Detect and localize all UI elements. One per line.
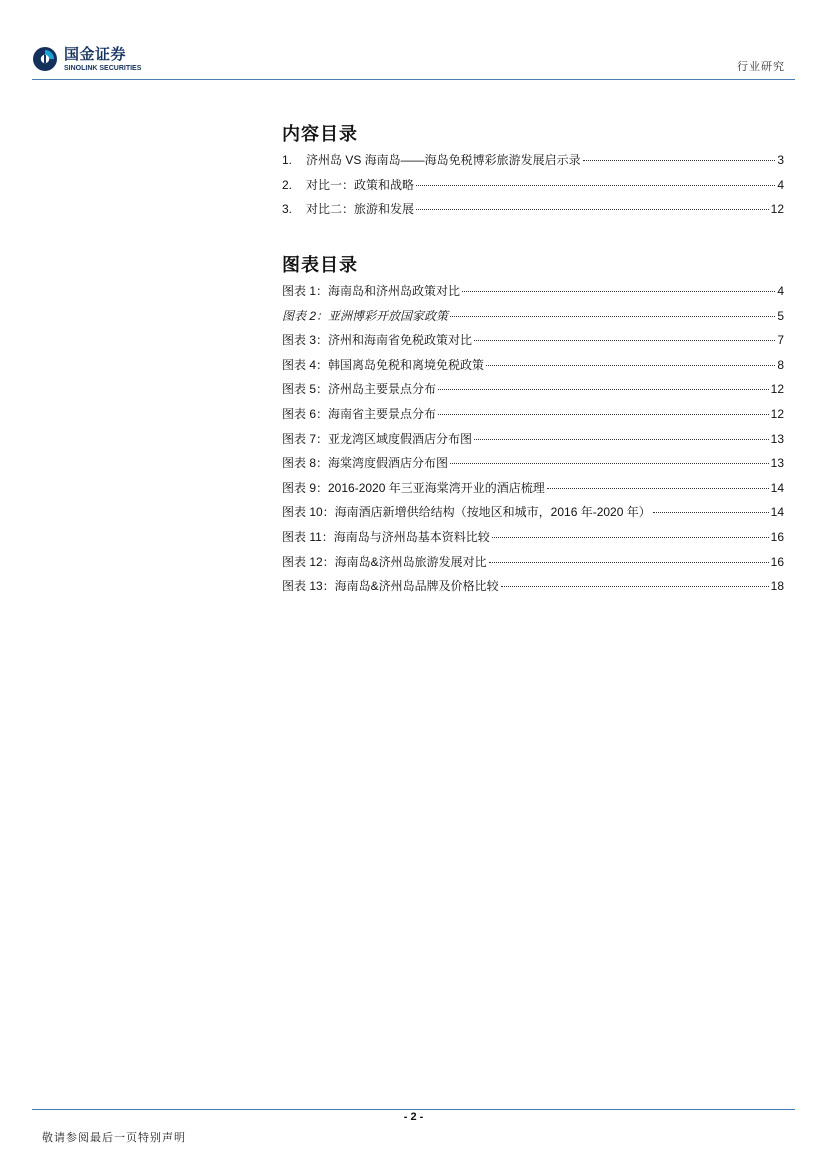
figure-entry-label: 图表 12：海南岛&济州岛旅游发展对比 [282, 554, 487, 569]
figure-entry[interactable] [282, 282, 784, 307]
figure-entry[interactable] [282, 503, 784, 528]
page-ref: 4 [777, 177, 784, 192]
page-ref: 4 [777, 284, 784, 298]
dot-leader [547, 488, 769, 489]
figure-entry[interactable] [282, 577, 784, 602]
page-ref: 13 [770, 431, 784, 446]
page-ref: 14 [770, 480, 784, 495]
page-ref: 3 [777, 153, 784, 167]
figure-entry-label: 图表 3：济州和海南省免税政策对比 [282, 333, 473, 348]
footer-rule [32, 1109, 795, 1110]
figure-entry-label: 图表 6：海南省主要景点分布 [282, 406, 437, 421]
toc-heading: 内容目录 [282, 124, 358, 145]
figure-entry-label: 图表 9：2016-2020 年三亚海棠湾开业的酒店梳理 [282, 480, 545, 495]
figure-entry-label: 图表 8：海棠湾度假酒店分布图 [282, 456, 449, 471]
figure-entry-label: 图表 5：济州岛主要景点分布 [282, 382, 437, 397]
figure-entry-label: 图表 2：亚洲博彩开放国家政策 [282, 308, 449, 323]
dot-leader [492, 537, 769, 538]
figure-entry-label: 图表 1：海南岛和济州岛政策对比 [282, 284, 461, 298]
toc-entry[interactable] [282, 176, 784, 201]
figure-entry[interactable] [282, 307, 784, 332]
dot-leader [474, 340, 775, 341]
figure-entry[interactable] [282, 454, 784, 479]
figure-entry[interactable] [282, 553, 784, 578]
logo-english-name: SINOLINK SECURITIES [64, 65, 142, 72]
page-ref: 18 [770, 579, 784, 594]
dot-leader [486, 365, 775, 366]
logo-chinese-name: 国金证券 [64, 45, 127, 63]
sinolink-logo-icon [32, 46, 58, 72]
disclaimer-text: 敬请参阅最后一页特别声明 [42, 1131, 186, 1144]
figure-list [282, 282, 784, 602]
figure-entry[interactable] [282, 479, 784, 504]
dot-leader [450, 463, 769, 464]
page-ref: 16 [770, 554, 784, 569]
dot-leader [450, 316, 775, 317]
figure-entry[interactable] [282, 331, 784, 356]
toc-entry-label: 对比二：旅游和发展 [306, 202, 415, 217]
page-ref: 7 [777, 333, 784, 348]
dot-leader [416, 185, 775, 186]
toc-entry[interactable] [282, 200, 784, 225]
figure-entry-label: 图表 11：海南岛与济州岛基本资料比较 [282, 529, 490, 544]
dot-leader [474, 439, 769, 440]
figure-entry-label: 图表 4：韩国离岛免税和离境免税政策 [282, 357, 485, 372]
dot-leader [416, 209, 769, 210]
toc-entry[interactable] [282, 151, 784, 176]
figure-entry-label: 图表 7：亚龙湾区域度假酒店分布图 [282, 431, 473, 446]
dot-leader [583, 160, 776, 161]
header-rule [32, 79, 795, 80]
figure-entry[interactable] [282, 430, 784, 455]
page-ref: 12 [770, 202, 784, 217]
dot-leader [653, 512, 769, 513]
page-header [0, 0, 827, 82]
dot-leader [501, 586, 769, 587]
page-ref: 8 [777, 357, 784, 372]
toc-entry-label: 济州岛 VS 海南岛——海岛免税博彩旅游发展启示录 [306, 153, 581, 167]
figure-entry[interactable] [282, 405, 784, 430]
page-ref: 14 [770, 505, 784, 520]
page-ref: 12 [770, 406, 784, 421]
toc-list [282, 151, 784, 225]
dot-leader [462, 291, 775, 292]
figure-entry[interactable] [282, 356, 784, 381]
toc-entry-number: 3. [282, 202, 293, 217]
dot-leader [438, 389, 769, 390]
dot-leader [489, 562, 769, 563]
page-number: - 2 - [403, 1111, 424, 1123]
figure-entry-label: 图表 10：海南酒店新增供给结构（按地区和城市，2016 年-2020 年） [282, 505, 651, 520]
company-logo [32, 46, 141, 73]
toc-entry-number: 1. [282, 153, 293, 167]
page-ref: 16 [770, 529, 784, 544]
report-category: 行业研究 [737, 60, 785, 73]
toc-entry-label: 对比一：政策和战略 [306, 177, 415, 192]
dot-leader [438, 414, 769, 415]
figure-entry[interactable] [282, 380, 784, 405]
toc-entry-number: 2. [282, 177, 293, 192]
page-ref: 13 [770, 456, 784, 471]
figure-entry-label: 图表 13：海南岛&济州岛品牌及价格比较 [282, 579, 499, 594]
page-ref: 12 [770, 382, 784, 397]
figure-list-heading: 图表目录 [282, 255, 358, 276]
page-ref: 5 [777, 308, 784, 323]
figure-entry[interactable] [282, 528, 784, 553]
